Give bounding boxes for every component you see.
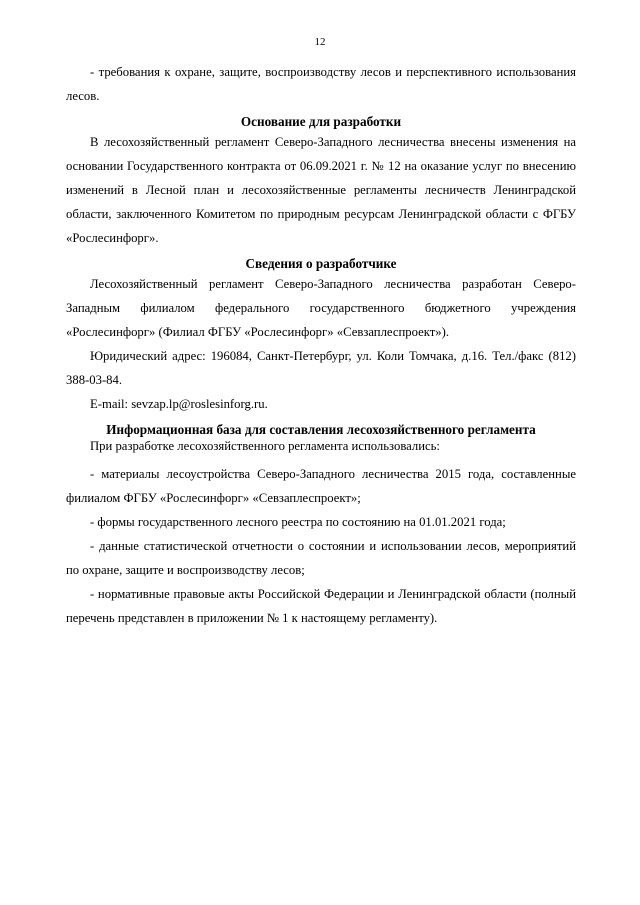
info-base-item: - нормативные правовые акты Российской Федерации и Ленинградской области (полный перечень представлен в приложении № 1 к настоящему регламенту).	[66, 587, 576, 625]
basis-heading: Основание для разработки	[240, 114, 402, 129]
page-number: 12	[314, 36, 326, 48]
developer-paragraph: Лесохозяйственный регламент Северо-Западного лесничества разработан Северо-Западным филиалом федерального государственного бюджетного учреждения «Рослесинфорг» (Филиал ФГБУ «Рослесинфорг» «Севзаплеспроект»).	[66, 277, 576, 339]
basis-paragraph: В лесохозяйственный регламент Северо-Западного лесничества внесены изменения на основании Государственного контракта от 06.09.2021 г. № 12 на оказание услуг по внесению изменений в Лесной план и лесохозяйственные регламенты лесничеств Ленинградской области, заключенного Комитетом по природным ресурсам Ленинградской области с ФГБУ «Рослесинфорг».	[66, 135, 576, 245]
info-base-item: - материалы лесоустройства Северо-Западного лесничества 2015 года, составленные филиалом ФГБУ «Рослесинфорг» «Севзаплеспроект»;	[66, 467, 576, 505]
developer-email: E-mail: sevzap.lp@roslesinforg.ru.	[90, 397, 268, 411]
intro-requirement-item: - требования к охране, защите, воспроизводству лесов и перспективного использования лесов.	[66, 65, 576, 103]
developer-heading: Сведения о разработчике	[245, 256, 397, 271]
info-base-item: - формы государственного лесного реестра по состоянию на 01.01.2021 года;	[90, 515, 506, 529]
document-body	[66, 60, 576, 630]
developer-address: Юридический адрес: 196084, Санкт-Петербург, ул. Коли Томчака, д.16. Тел./факс (812) 388-03-84.	[66, 349, 576, 387]
info-base-intro: При разработке лесохозяйственного регламента использовались:	[90, 439, 440, 453]
info-base-heading: Информационная база для составления лесохозяйственного регламента	[106, 422, 536, 437]
info-base-item: - данные статистической отчетности о состоянии и использовании лесов, мероприятий по охране, защите и воспроизводству лесов;	[66, 539, 576, 577]
